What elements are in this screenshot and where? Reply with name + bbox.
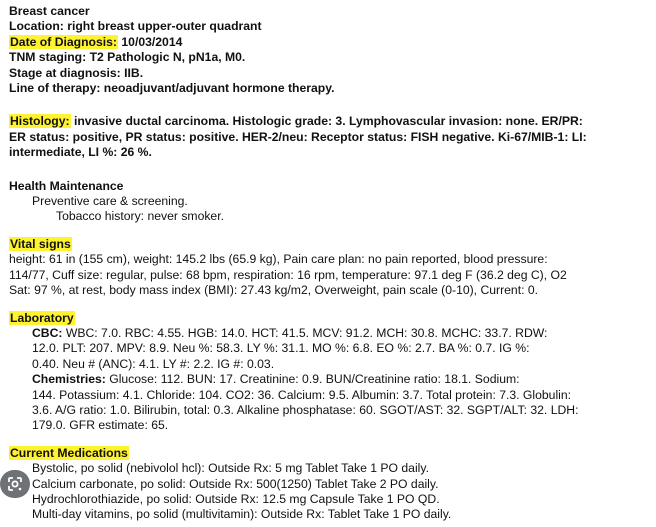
cbc-line-1: CBC: WBC: 7.0. RBC: 4.55. HGB: 14.0. HCT: 41.5. MCV: 91.2. MCH: 30.8. MCHC: 33.7. RDW: (32, 325, 548, 340)
medication-item: Hydrochlorothiazide, po solid: Outside Rx: 12.5 mg Capsule Take 1 PO QD. (32, 491, 440, 506)
histology-label: Histology: (10, 114, 70, 129)
diagnosis-date-value: 10/03/2014 (118, 34, 183, 49)
tumor-location: Location: right breast upper-outer quadrant (9, 19, 262, 34)
chem-line-2: 144. Potassium: 4.1. Chloride: 104. CO2: 36. Calcium: 9.5. Albumin: 3.7. Total protein: 7.3. Globulin: (32, 387, 572, 402)
stage-at-diagnosis: Stage at diagnosis: IIB. (9, 65, 144, 80)
medication-item: Calcium carbonate, po solid: Outside Rx: 500(1250) Tablet Take 2 PO daily. (32, 476, 439, 491)
diagnosis-date-row (9, 35, 649, 50)
medication-item: Bystolic, po solid (nebivolol hcl): Outside Rx: 5 mg Tablet Take 1 PO daily. (32, 461, 429, 476)
histology-line-1: Histology: invasive ductal carcinoma. Histologic grade: 3. Lymphovascular invasion: none. ER/PR: (10, 114, 583, 129)
laboratory-heading: Laboratory (10, 310, 74, 325)
tnm-staging: TNM staging: T2 Pathologic N, pN1a, M0. (9, 50, 246, 65)
chemistries-label: Chemistries: (32, 372, 106, 387)
medical-report (9, 4, 649, 523)
chem-line-3: 3.6. A/G ratio: 1.0. Bilirubin, total: 0.3. Alkaline phosphatase: 60. SGOT/AST: 32. SGPT/ALT: 32. LDH: (32, 402, 579, 417)
cbc-line-3: 0.40. Neu # (ANC): 4.1. LY #: 2.2. IG #: 0.03. (32, 356, 275, 371)
google-lens-icon[interactable] (0, 470, 30, 498)
cbc-line-2: 12.0. PLT: 207. MPV: 8.9. Neu %: 58.3. LY %: 31.1. MO %: 6.8. EO %: 2.7. BA %: 0.7. IG %: (32, 341, 530, 356)
vitals-line-3: Sat: 97 %, at rest, body mass index (BMI): 27.43 kg/m2, Overweight, pain scale (0-10), Current: 0. (9, 283, 539, 298)
vital-signs-heading: Vital signs (10, 236, 71, 251)
health-maintenance-heading: Health Maintenance (9, 178, 124, 193)
report-title: Breast cancer (9, 4, 90, 18)
lens-glyph (6, 475, 24, 493)
chem-line-1: Chemistries: Glucose: 112. BUN: 17. Creatinine: 0.9. BUN/Creatinine ratio: 18.1. Sodium: (32, 372, 520, 387)
diagnosis-date-label: Date of Diagnosis: (10, 34, 117, 49)
vitals-line-2: 114/77, Cuff size: regular, pulse: 68 bpm, respiration: 16 rpm, temperature: 97.1 deg F (36.2 deg C), O2 (9, 267, 567, 282)
preventive-care: Preventive care & screening. (32, 194, 188, 209)
cbc-label: CBC: (32, 325, 63, 340)
histology-line-2: ER status: positive, PR status: positive. HER-2/neu: Receptor status: FISH negative. Ki-67/MIB-1: LI: (9, 129, 587, 144)
medications-heading: Current Medications (10, 445, 128, 460)
vitals-line-1: height: 61 in (155 cm), weight: 145.2 lbs (65.9 kg), Pain care plan: no pain reported, blood pressure: (9, 252, 548, 267)
histology-line-3: intermediate, LI %: 26 %. (9, 145, 152, 160)
chem-line-4: 179.0. GFR estimate: 65. (32, 418, 169, 433)
medication-item: Multi-day vitamins, po solid (multivitamin): Outside Rx: Tablet Take 1 PO daily. (32, 507, 452, 522)
line-of-therapy: Line of therapy: neoadjuvant/adjuvant hormone therapy. (9, 81, 335, 96)
tobacco-history: Tobacco history: never smoker. (56, 209, 224, 224)
